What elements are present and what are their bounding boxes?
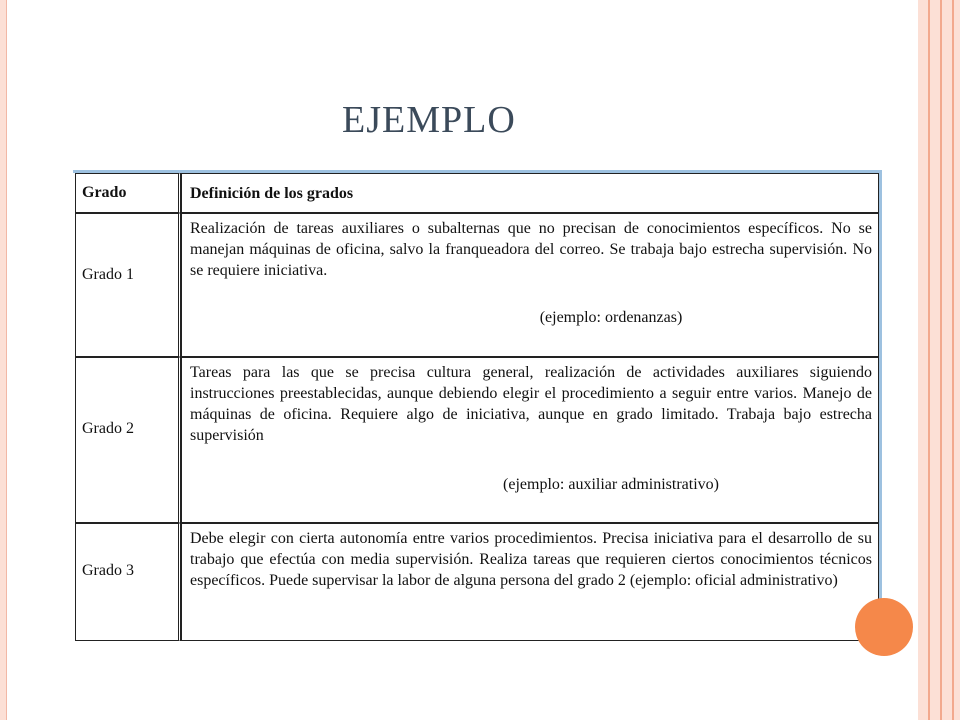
table-row bbox=[75, 213, 879, 357]
grade-example: (ejemplo: ordenanzas) bbox=[539, 309, 683, 326]
grade-label: Grado 1 bbox=[82, 266, 134, 283]
left-border-decoration bbox=[0, 0, 7, 720]
table-row bbox=[75, 523, 879, 641]
header-grado: Grado bbox=[75, 173, 181, 213]
grades-table-container bbox=[73, 170, 882, 618]
grade-definition: Debe elegir con cierta autonomía entre varios procedimientos. Precisa iniciativa para el desarrollo de su trabajo que efectúa con media supervisión. Realiza tareas que requieren ciertos conocimientos técnicos específicos. Puede supervisar la labor de alguna persona del grado 2 (ejemplo: oficial administrativo) bbox=[190, 530, 872, 589]
grade-definition: Tareas para las que se precisa cultura general, realización de actividades auxiliares siguiendo instrucciones preestablecidas, aunque debiendo elegir el procedimiento a seguir entre varios. Manejo de máquinas de oficina. Requiere algo de iniciativa, aunque en grado limitado. Trabaja bajo estrecha supervisión bbox=[190, 364, 872, 444]
grade-label: Grado 3 bbox=[82, 562, 134, 579]
table-row bbox=[75, 357, 879, 523]
table-header-row bbox=[75, 173, 879, 213]
slide-title: EJEMPLO bbox=[342, 99, 516, 141]
grade-label: Grado 2 bbox=[82, 420, 134, 437]
right-border-decoration bbox=[918, 0, 960, 720]
grade-definition: Realización de tareas auxiliares o subalternas que no precisan de conocimientos específicos. No se manejan máquinas de oficina, salvo la franqueadora del correo. Se trabaja bajo estrecha supervisión. No se requiere iniciativa. bbox=[190, 220, 872, 279]
grade-example: (ejemplo: auxiliar administrativo) bbox=[503, 476, 719, 493]
grades-table bbox=[75, 173, 879, 641]
header-definicion: Definición de los grados bbox=[181, 173, 879, 213]
decorative-orange-circle bbox=[855, 598, 913, 656]
